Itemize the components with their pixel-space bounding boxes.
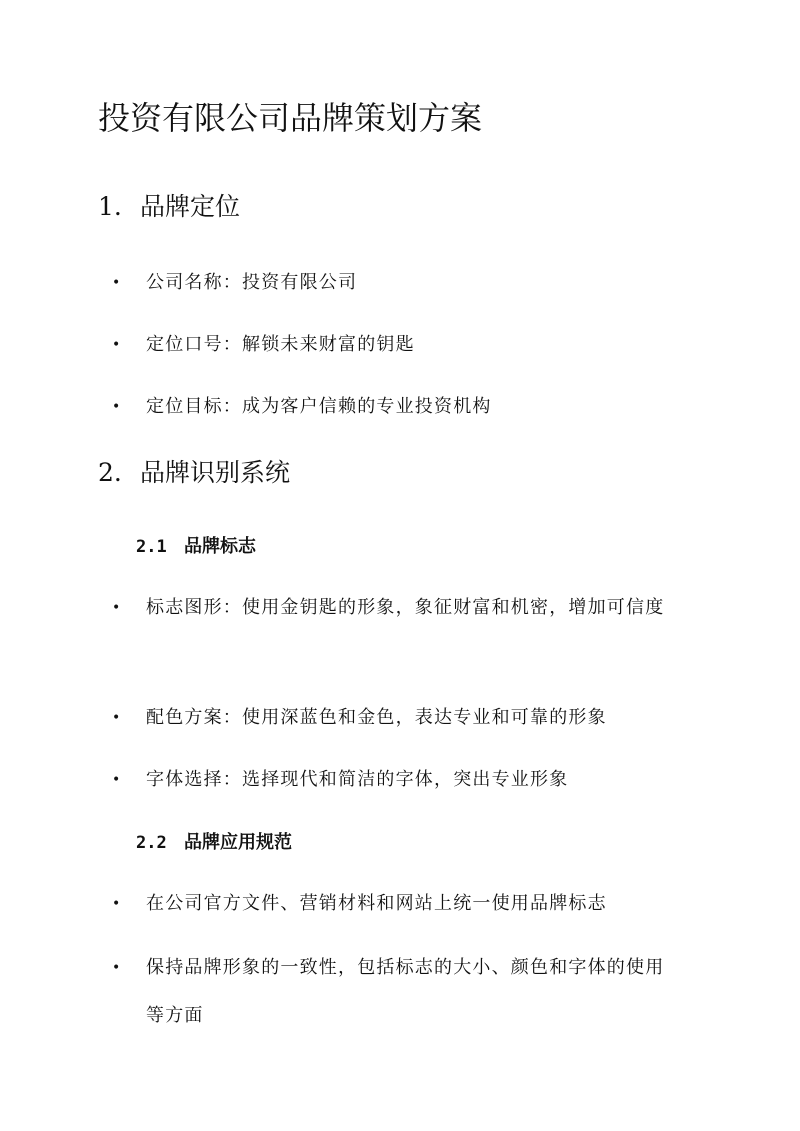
list-item-text: 字体选择：选择现代和简洁的字体，突出专业形象 bbox=[146, 769, 569, 790]
bullet-icon: • bbox=[112, 960, 122, 976]
list-item-text: 配色方案：使用深蓝色和金色，表达专业和可靠的形象 bbox=[146, 707, 607, 728]
section-number: 2. bbox=[98, 458, 122, 487]
list-item-text: 定位口号：解锁未来财富的钥匙 bbox=[146, 334, 415, 355]
section-title: 品牌识别系统 bbox=[140, 458, 291, 487]
subsection-heading-brand-logo bbox=[136, 534, 256, 560]
list-item bbox=[112, 383, 672, 431]
document-title: 投资有限公司品牌策划方案 bbox=[98, 99, 483, 137]
bullet-icon: • bbox=[112, 772, 122, 788]
list-item bbox=[112, 944, 672, 1040]
list-item bbox=[112, 321, 672, 369]
list-item bbox=[112, 694, 672, 742]
subsection-heading-brand-guidelines bbox=[136, 830, 292, 856]
list-item-text: 标志图形：使用金钥匙的形象，象征财富和机密，增加可信度 bbox=[146, 597, 665, 618]
section-heading-brand-positioning bbox=[98, 190, 240, 224]
bullet-icon: • bbox=[112, 337, 122, 353]
list-item-text: 定位目标：成为客户信赖的专业投资机构 bbox=[146, 396, 492, 417]
section-number: 1. bbox=[98, 192, 122, 221]
subsection-number: 2.2 bbox=[136, 833, 167, 853]
list-item-text: 在公司官方文件、营销材料和网站上统一使用品牌标志 bbox=[146, 893, 607, 914]
section-title: 品牌定位 bbox=[140, 192, 241, 221]
list-item bbox=[112, 584, 672, 632]
list-item bbox=[112, 259, 672, 307]
section-heading-brand-identity bbox=[98, 456, 290, 490]
list-item bbox=[112, 756, 672, 804]
list-item-text: 公司名称：投资有限公司 bbox=[146, 272, 358, 293]
subsection-title: 品牌标志 bbox=[184, 536, 256, 557]
list-item bbox=[112, 880, 672, 928]
list-item-text: 保持品牌形象的一致性，包括标志的大小、颜色和字体的使用等方面 bbox=[146, 957, 665, 1026]
bullet-icon: • bbox=[112, 275, 122, 291]
bullet-icon: • bbox=[112, 600, 122, 616]
subsection-number: 2.1 bbox=[136, 537, 167, 557]
subsection-title: 品牌应用规范 bbox=[184, 832, 292, 853]
bullet-icon: • bbox=[112, 399, 122, 415]
bullet-icon: • bbox=[112, 710, 122, 726]
bullet-icon: • bbox=[112, 896, 122, 912]
